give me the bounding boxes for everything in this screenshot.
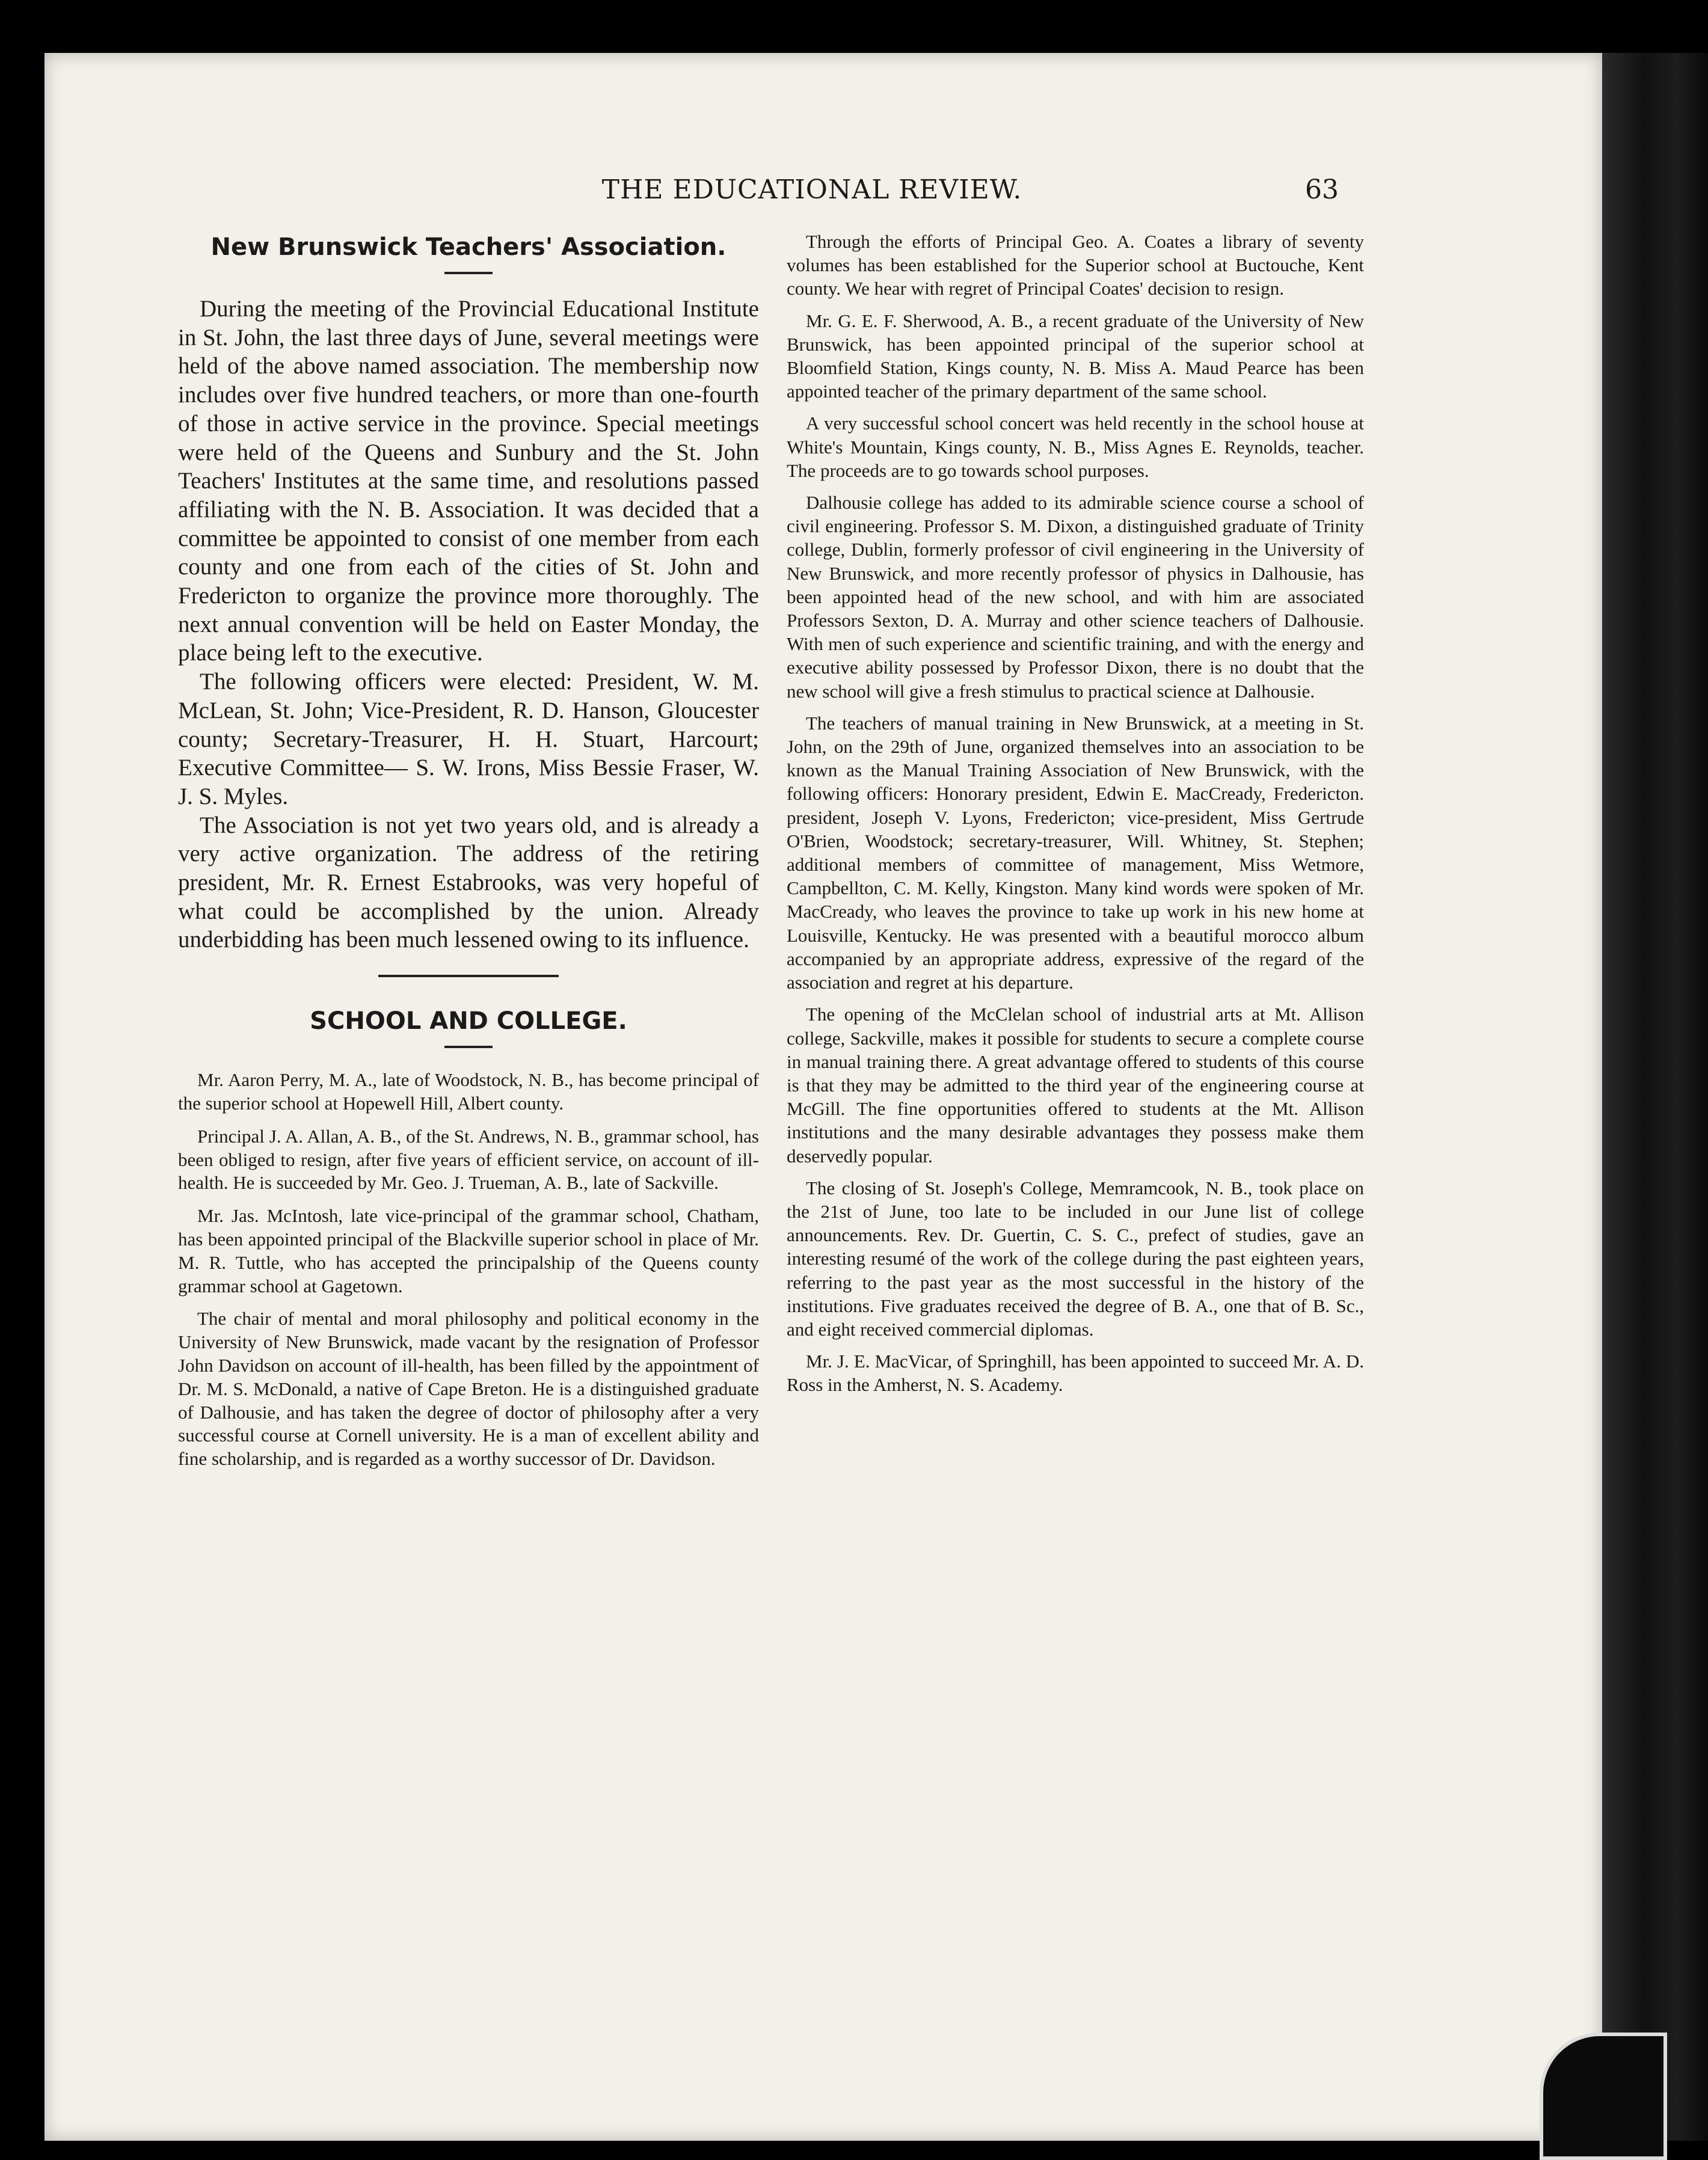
page-number: 63 bbox=[1305, 174, 1339, 205]
news-item: The chair of mental and moral philosophy and political economy in the University of New Brunswick, made vacant by the resignation of Professor John Davidson on account of ill-health, has been filled by the appointment of Dr. M. S. McDonald, a native of Cape Breton. He is a distinguished graduate of Dalhousie, and has taken the degree of doctor of philosophy after a very successful course at Cornell university. He is a man of excellent ability and fine scholarship, and is regarded as a worthy successor of Dr. Davidson. bbox=[178, 1308, 759, 1470]
news-item: Principal J. A. Allan, A. B., of the St. Andrews, N. B., grammar school, has been obliged to resign, after five years of efficient service, on account of ill-health. He is succeeded by Mr. Geo. J. Trueman, A. B., late of Sackville. bbox=[178, 1125, 759, 1194]
news-item: Dalhousie college has added to its admirable science course a school of civil engineering. Professor S. M. Dixon, a distinguished graduate of Trinity college, Dublin, formerly professor of civil engineering in the University of New Brunswick, and more recently professor of physics in Dalhousie, has been appointed head of the new school, and with him are associated Professors Sexton, D. A. Murray and other science teachers of Dalhousie. With men of such experience and scientific training, and with the energy and executive ability possessed by Professor Dixon, there is no doubt that the new school will give a fresh stimulus to practical science at Dalhousie. bbox=[787, 492, 1364, 702]
running-head-title: THE EDUCATIONAL REVIEW. bbox=[601, 174, 1022, 205]
article-paragraph: The following officers were elected: President, W. M. McLean, St. John; Vice-President, R. D. Hanson, Gloucester county; Secretary-Treasurer, H. H. Stuart, Harcourt; Executive Committee— S. W. Irons, Miss Bessie Fraser, W. J. S. Myles. bbox=[178, 669, 759, 809]
book-binding-edge bbox=[1602, 53, 1708, 2141]
section-title-nb-teachers-association: New Brunswick Teachers' Association. bbox=[210, 233, 727, 261]
news-item: Through the efforts of Principal Geo. A. Coates a library of seventy volumes has been established for the Superior school at Buctouche, Kent county. We hear with regret of Principal Coates' decision to resign. bbox=[787, 231, 1364, 299]
article-paragraph: The Association is not yet two years old, and is already a very active organization. The address of the retiring president, Mr. R. Ernest Estabrooks, was very hopeful of what could be accomplished by the union. Already underbidding has been much lessened owing to its influence. bbox=[178, 812, 759, 953]
school-and-college-notes bbox=[178, 1069, 759, 1471]
news-item: The closing of St. Joseph's College, Memramcook, N. B., took place on the 21st of June, too late to be included in our June list of college announcements. Rev. Dr. Guertin, C. S. C., prefect of studies, gave an interesting resumé of the work of the college during the past eighteen years, referring to the past year as the most successful in the history of the institutions. Five graduates received the degree of B. A., one that of B. Sc., and eight received commercial diplomas. bbox=[787, 1177, 1364, 1340]
section-divider bbox=[378, 975, 559, 977]
news-item: Mr. Jas. McIntosh, late vice-principal of the grammar school, Chatham, has been appointed principal of the Blackville superior school in place of Mr. M. R. Tuttle, who has accepted the principalship of the Queens county grammar school at Gagetown. bbox=[178, 1205, 759, 1296]
section-title-school-and-college: SCHOOL AND COLLEGE. bbox=[310, 1007, 627, 1036]
title-rule bbox=[444, 1046, 493, 1048]
right-column bbox=[787, 230, 1364, 1405]
news-item: Mr. Aaron Perry, M. A., late of Woodstock, N. B., has become principal of the superior school at Hopewell Hill, Albert county. bbox=[178, 1069, 759, 1114]
thumb-holding-page bbox=[1540, 2033, 1667, 2160]
left-column bbox=[178, 233, 759, 1480]
news-item: A very successful school concert was held recently in the school house at White's Mountain, Kings county, N. B., Miss Agnes E. Reynolds, teacher. The proceeds are to go towards school purposes. bbox=[787, 413, 1364, 481]
nb-teachers-association-article bbox=[178, 295, 759, 954]
news-item: Mr. G. E. F. Sherwood, A. B., a recent graduate of the University of New Brunswick, has been appointed principal of the superior school at Bloomfield Station, Kings county, N. B. Miss A. Maud Pearce has been appointed teacher of the primary department of the same school. bbox=[787, 310, 1364, 402]
news-item: Mr. J. E. MacVicar, of Springhill, has been appointed to succeed Mr. A. D. Ross in the Amherst, N. S. Academy. bbox=[787, 1351, 1364, 1396]
news-item: The opening of the McClelan school of industrial arts at Mt. Allison college, Sackville, makes it possible for students to secure a complete course in manual training there. A great advantage offered to students of this course is that they may be admitted to the third year of the engineering course at McGill. The fine opportunities offered to students at the Mt. Allison institutions and the many desirable advantages they possess make them deservedly popular. bbox=[787, 1004, 1364, 1167]
news-item: The teachers of manual training in New Brunswick, at a meeting in St. John, on the 29th of June, organized themselves into an association to be known as the Manual Training Association of New Brunswick, with the following officers: Honorary president, Edwin E. MacCready, Fredericton. president, Joseph V. Lyons, Fredericton; vice-president, Miss Gertrude O'Brien, Woodstock; secretary-treasurer, Will. Whitney, St. Stephen; additional members of committee of management, Miss Wetmore, Campbellton, C. M. Kelly, Kingston. Many kind words were spoken of Mr. MacCready, who leaves the province to take up work in his new home at Louisville, Kentucky. He was presented with a beautiful morocco album accompanied by an appropriate address, expressive of the regard of the association and regret at his departure. bbox=[787, 712, 1364, 993]
title-rule bbox=[444, 272, 493, 274]
article-paragraph: During the meeting of the Provincial Educational Institute in St. John, the last three days of June, several meetings were held of the above named association. The membership now includes over five hundred teachers, or more than one-fourth of those in active service in the province. Special meetings were held of the Queens and Sunbury and the St. John Teachers' Institutes at the same time, and resolutions passed affiliating with the N. B. Association. It was decided that a committee be appointed to consist of one member from each county and one from each of the cities of St. John and Fredericton to organize the province more thoroughly. The next annual convention will be held on Easter Monday, the place being left to the executive. bbox=[178, 296, 759, 666]
